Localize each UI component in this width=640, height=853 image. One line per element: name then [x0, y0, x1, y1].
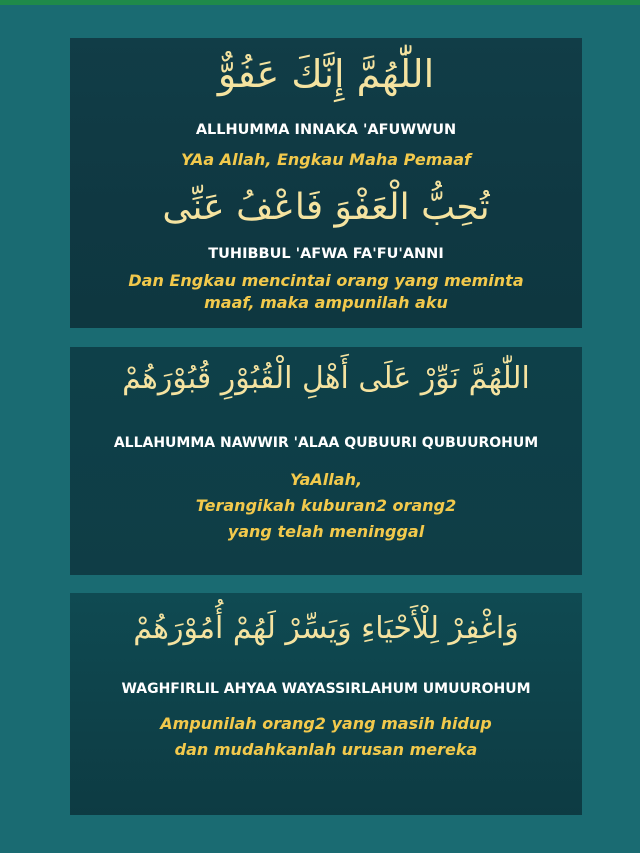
arabic-text: تُحِبُّ الْعَفْوَ فَاعْفُ عَنِّى: [162, 187, 490, 228]
top-accent-strip: [0, 0, 640, 5]
meaning-text: [70, 270, 582, 313]
meaning-text: [70, 711, 582, 763]
arabic-text: وَاغْفِرْ لِلْأَحْيَاءِ وَيَسِّرْ لَهُمْ أُمُوْرَهُمْ: [133, 611, 519, 646]
dua-panel-graves: [70, 347, 582, 575]
meaning-line: Dan Engkau mencintai orang yang meminta: [128, 271, 524, 290]
dua-panel-living: [70, 593, 582, 815]
meaning-line: YaAllah,: [289, 470, 363, 489]
meaning-text: YAa Allah, Engkau Maha Pemaaf: [180, 150, 471, 169]
meaning-text: [70, 467, 582, 545]
meaning-line: Ampunilah orang2 yang masih hidup: [160, 714, 492, 733]
transliteration-text: ALLHUMMA INNAKA 'AFUWWUN: [195, 122, 457, 138]
meaning-line: yang telah meninggal: [227, 522, 425, 541]
meaning-line: maaf, maka ampunilah aku: [204, 292, 448, 312]
meaning-line: dan mudahkanlah urusan mereka: [174, 740, 478, 759]
transliteration-text: TUHIBBUL 'AFWA FA'FU'ANNI: [208, 246, 444, 262]
arabic-text: اللّٰهُمَّ إِنَّكَ عَفُوٌّ: [217, 52, 435, 96]
dua-panel-forgiveness: [70, 38, 582, 328]
meaning-line: Terangikah kuburan2 orang2: [195, 496, 457, 515]
transliteration-text: WAGHFIRLIL AHYAA WAYASSIRLAHUM UMUUROHUM: [121, 681, 531, 697]
arabic-text: اللّٰهُمَّ نَوِّرْ عَلَى أَهْلِ الْقُبُوْرِ قُبُوْرَهُمْ: [122, 361, 530, 396]
transliteration-text: ALLAHUMMA NAWWIR 'ALAA QUBUURI QUBUUROHUM: [113, 435, 539, 451]
